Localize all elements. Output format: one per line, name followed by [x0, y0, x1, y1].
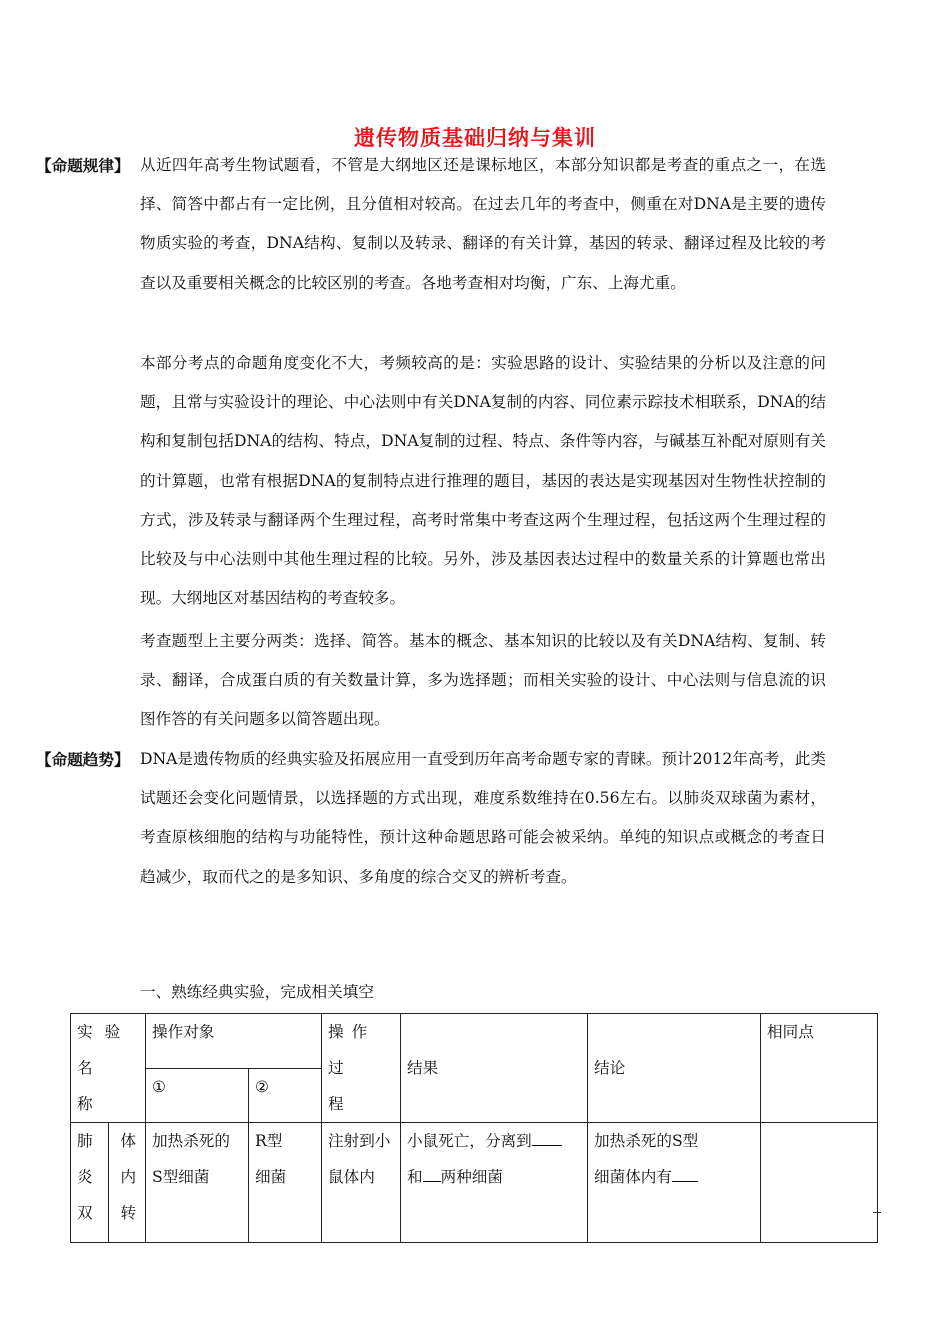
- paragraph-guilv-1: [36, 146, 826, 303]
- header-result: 结果: [401, 1014, 588, 1123]
- header-conclusion: 结论: [588, 1014, 761, 1123]
- cell-name-2: 体内转: [108, 1123, 146, 1243]
- header-object-1: ①: [146, 1068, 249, 1123]
- paragraph-text: 从近四年高考生物试题看，不管是大纲地区还是课标地区，本部分知识都是考查的重点之一，在选择、简答中都占有一定比例，且分值相对较高。在过去几年的考查中，侧重在对DNA是主要的遗传物质实验的考查，DNA结构、复制以及转录、翻译的有关计算，基因的转录、翻译过程及比较的考查以及重要相关概念的比较区别的考查。各地考查相对均衡，广东、上海尤重。: [140, 156, 826, 292]
- cell-object-2: R型细菌: [249, 1123, 322, 1243]
- blank-field[interactable]: [672, 1165, 698, 1182]
- cell-conclusion: 加热杀死的S型 细菌体内有: [588, 1123, 761, 1243]
- header-object: 操作对象: [146, 1014, 322, 1069]
- tag-mingti-qushi: 【命题趋势】: [36, 750, 130, 769]
- paragraph-text: DNA是遗传物质的经典实验及拓展应用一直受到历年高考命题专家的青睐。预计2012年高考，此类试题还会变化问题情景，以选择题的方式出现，难度系数维持在0.56左右。以肺炎双球菌为素材，考查原核细胞的结构与功能特性，预计这种命题思路可能会被采纳。单纯的知识点或概念的考查日趋减少，取而代之的是多知识、多角度的综合交叉的辨析考查。: [140, 750, 826, 886]
- cell-name-1: 肺炎双: [71, 1123, 109, 1243]
- paragraph-qushi: [36, 740, 826, 897]
- header-same: 相同点: [761, 1014, 878, 1123]
- cell-same: [761, 1123, 878, 1243]
- cell-object-1: 加热杀死的S型细菌: [146, 1123, 249, 1243]
- cell-result: 小鼠死亡，分离到 和 两种细菌: [401, 1123, 588, 1243]
- cell-operation: 注射到小鼠体内: [322, 1123, 401, 1243]
- paragraph-text: 本部分考点的命题角度变化不大，考频较高的是：实验思路的设计、实验结果的分析以及注意的问题，且常与实验设计的理论、中心法则中有关DNA复制的内容、同位素示踪技术相联系，DNA的结构和复制包括DNA的结构、特点，DNA复制的过程、特点、条件等内容，与碱基互补配对原则有关的计算题，也常有根据DNA的复制特点进行推理的题目，基因的表达是实现基因对生物性状控制的方式，涉及转录与翻译两个生理过程，高考时常集中考查这两个生理过程，包括这两个生理过程的比较及与中心法则中其他生理过程的比较。另外，涉及基因表达过程中的数量关系的计算题也常出现。大纲地区对基因结构的考查较多。: [140, 354, 826, 608]
- paragraph-text: 考查题型上主要分两类：选择、简答。基本的概念、基本知识的比较以及有关DNA结构、复制、转录、翻译，合成蛋白质的有关数量计算，多为选择题；而相关实验的设计、中心法则与信息流的识图作答的有关问题多以简答题出现。: [140, 632, 826, 729]
- page-title: 遗传物质基础归纳与集训: [354, 126, 596, 150]
- tag-mingti-guilv: 【命题规律】: [36, 156, 130, 175]
- header-operation: 操作过 程: [322, 1014, 401, 1123]
- blank-field[interactable]: [532, 1129, 562, 1146]
- experiment-table: [70, 1013, 878, 1243]
- paragraph-guilv-3: [140, 622, 826, 740]
- section-heading: 一、熟练经典实验，完成相关填空: [140, 983, 374, 1001]
- header-object-2: ②: [249, 1068, 322, 1123]
- corner-mark: [873, 1212, 881, 1213]
- header-name: 实验名 称: [71, 1014, 146, 1123]
- paragraph-guilv-2: [140, 344, 826, 618]
- blank-field[interactable]: [423, 1165, 441, 1182]
